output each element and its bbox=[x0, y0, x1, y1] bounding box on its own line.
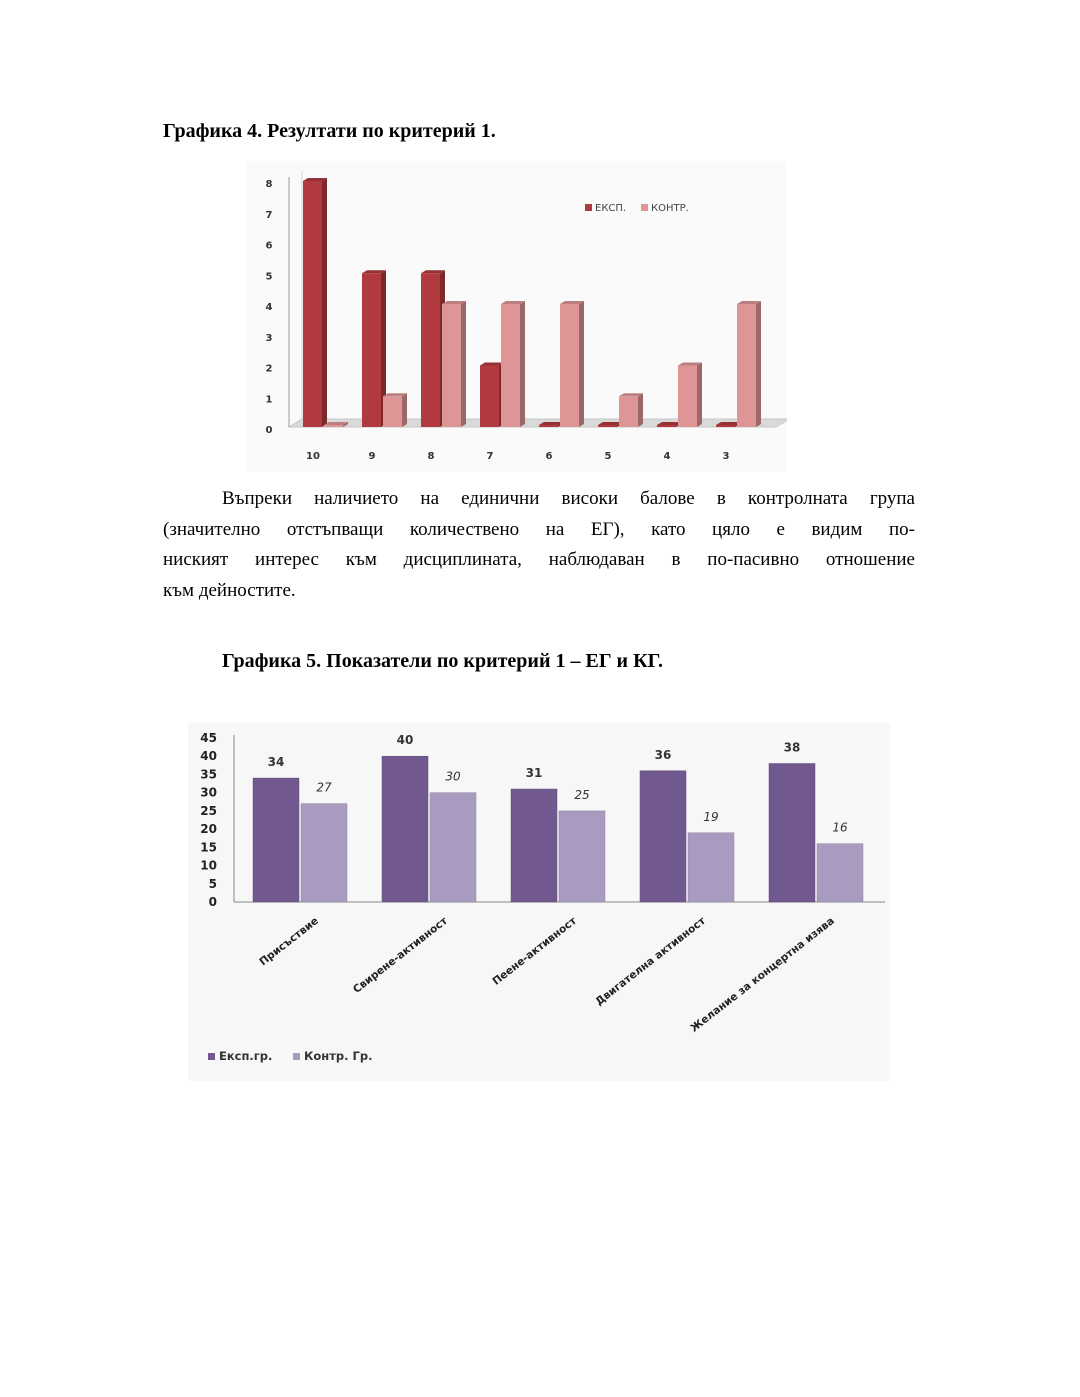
legend-swatch bbox=[641, 204, 648, 211]
bar bbox=[817, 844, 863, 902]
x-tick-label: 5 bbox=[604, 451, 612, 462]
x-tick-label: Присъствие bbox=[257, 914, 321, 969]
bar bbox=[480, 363, 504, 428]
chart-5-heading: Графика 5. Показатели по критерий 1 – ЕГ и КГ. bbox=[222, 650, 664, 672]
y-tick-label: 35 bbox=[200, 767, 217, 782]
x-tick-label: 10 bbox=[306, 451, 320, 462]
y-tick-label: 15 bbox=[200, 840, 217, 855]
chart-5 bbox=[188, 723, 890, 1081]
legend-label: ЕКСП. bbox=[595, 203, 627, 214]
y-tick-label: 2 bbox=[265, 363, 273, 375]
data-label: 19 bbox=[703, 809, 719, 824]
data-label: 27 bbox=[316, 780, 332, 795]
x-tick-label: 6 bbox=[545, 451, 553, 462]
data-label: 25 bbox=[574, 787, 590, 802]
legend-swatch bbox=[208, 1053, 215, 1060]
x-tick-label: 8 bbox=[427, 451, 435, 462]
bar bbox=[769, 764, 815, 902]
x-tick-label: 7 bbox=[486, 451, 494, 462]
y-tick-label: 3 bbox=[265, 332, 273, 344]
legend-label: КОНТР. bbox=[651, 203, 689, 214]
bar bbox=[559, 811, 605, 902]
y-tick-label: 4 bbox=[265, 302, 273, 313]
bar bbox=[737, 301, 761, 427]
bar bbox=[640, 771, 686, 902]
data-label: 36 bbox=[654, 747, 672, 762]
y-tick-label: 0 bbox=[265, 425, 273, 436]
paragraph-line: (значително отстъпващи количествено на ЕГ), като цяло е видим по- bbox=[163, 518, 915, 540]
body-paragraph bbox=[163, 484, 915, 606]
y-tick-label: 20 bbox=[200, 822, 217, 837]
x-tick-label: Пеене-активност bbox=[490, 914, 579, 988]
y-tick-label: 5 bbox=[265, 271, 273, 283]
x-tick-label: Свирене-активност bbox=[350, 914, 450, 996]
y-tick-label: 10 bbox=[200, 858, 217, 873]
bar bbox=[501, 301, 525, 427]
x-tick-label: Двигателна активност bbox=[593, 914, 708, 1009]
data-label: 34 bbox=[267, 755, 285, 770]
paragraph-line: Въпреки наличието на единични високи балове в контролната група bbox=[222, 488, 915, 509]
y-tick-label: 5 bbox=[208, 876, 217, 891]
chart-4-heading: Графика 4. Резултати по критерий 1. bbox=[163, 120, 496, 142]
x-tick-label: 4 bbox=[663, 451, 671, 462]
bar bbox=[511, 789, 557, 902]
y-tick-label: 1 bbox=[265, 394, 273, 406]
chart-4 bbox=[247, 161, 787, 472]
y-tick-label: 0 bbox=[208, 895, 217, 909]
bar bbox=[253, 778, 299, 902]
bar bbox=[430, 793, 476, 902]
paragraph-line: към дейностите. bbox=[163, 579, 296, 601]
y-tick-label: 6 bbox=[265, 240, 273, 252]
bar bbox=[442, 301, 466, 427]
bar bbox=[362, 270, 386, 427]
bar bbox=[303, 178, 327, 427]
y-tick-label: 40 bbox=[200, 749, 217, 764]
bar bbox=[301, 804, 347, 902]
bar bbox=[382, 756, 428, 902]
bar bbox=[421, 270, 445, 427]
y-tick-label: 8 bbox=[265, 179, 273, 190]
legend-swatch bbox=[293, 1053, 300, 1060]
data-label: 40 bbox=[396, 733, 414, 748]
bar bbox=[678, 363, 702, 428]
data-label: 30 bbox=[445, 769, 461, 784]
bar bbox=[688, 833, 734, 902]
paragraph-line: ниският интерес към дисциплината, наблюдаван в по-пасивно отношение bbox=[163, 549, 915, 570]
bar bbox=[619, 393, 643, 427]
y-tick-label: 45 bbox=[200, 731, 217, 745]
bar bbox=[560, 301, 584, 427]
y-tick-label: 25 bbox=[200, 803, 217, 818]
data-label: 16 bbox=[832, 820, 848, 835]
x-tick-label: 9 bbox=[368, 451, 376, 462]
bar bbox=[383, 393, 407, 427]
x-tick-label: 3 bbox=[722, 451, 730, 462]
x-tick-label: Желание за концертна изява bbox=[688, 914, 837, 1035]
legend-label: Експ.гр. bbox=[219, 1049, 273, 1063]
y-tick-label: 7 bbox=[265, 209, 273, 221]
y-tick-label: 30 bbox=[200, 785, 217, 800]
data-label: 31 bbox=[525, 766, 543, 781]
legend-label: Контр. Гр. bbox=[304, 1049, 373, 1063]
legend-swatch bbox=[585, 204, 592, 211]
data-label: 38 bbox=[783, 740, 801, 755]
